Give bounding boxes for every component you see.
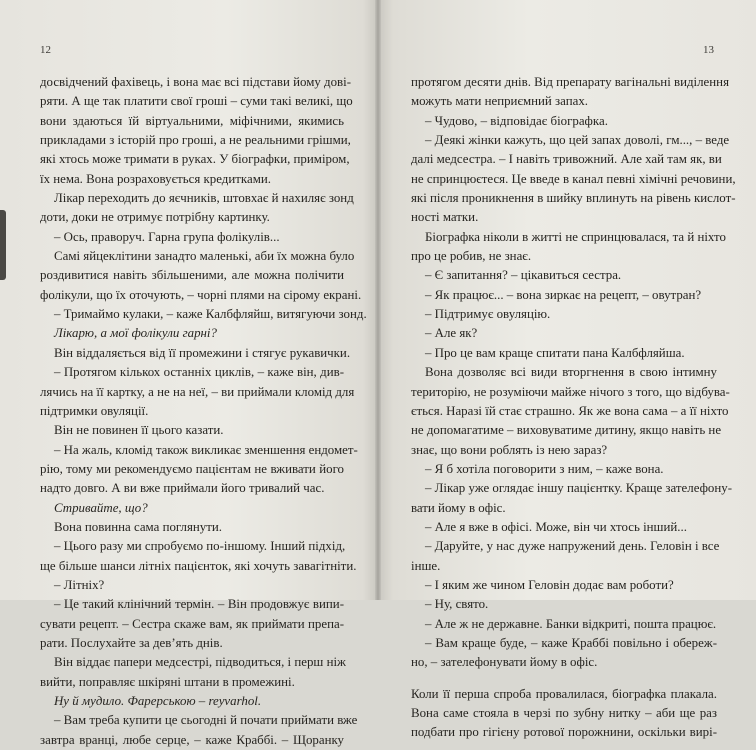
- text-line: – Але я вже в офісі. Може, він чи хтось інший...: [425, 519, 687, 534]
- text-line: – Але як?: [425, 326, 478, 341]
- text-line: прикладами з історій про гроші, а не реальними грішми,: [40, 133, 351, 148]
- text-line: Лікар переходить до яєчників, штовхає й нахиляє зонд: [54, 191, 354, 206]
- text-line: – Про це вам краще спитати пана Калбфляйша.: [425, 345, 685, 360]
- text-line: вати йому в офіс.: [411, 500, 506, 515]
- text-line: Самі яйцеклітини занадто маленькі, аби їх можна було: [54, 249, 355, 264]
- text-line: – І яким же чином Геловін додає вам роботи?: [425, 577, 674, 592]
- text-line: про це робив, не знає.: [411, 249, 532, 264]
- text-line: – Підтримує овуляцію.: [425, 307, 551, 322]
- text-line: Ну й мудило. Фарерською – reyvarhol.: [54, 694, 262, 708]
- text-line: вони здаються їй віртуальними, міфічними, якимись: [40, 113, 344, 128]
- text-line: Вона повинна сама поглянути.: [54, 519, 223, 534]
- text-line: Вона дозволяє всі види вторгнення в свою інтимну: [425, 365, 717, 380]
- text-line: не спринцюєтеся. Це введе в канал певні хімічні речовини,: [411, 171, 736, 186]
- text-line: вийти, поправляє шкіряні штани в промежині.: [40, 674, 295, 689]
- text-line: – Вам краще буде, – каже Краббі повільно і обереж-: [425, 635, 717, 650]
- text-line: рію, тому ми рекомендуємо пацієнтам не вживати його: [40, 461, 344, 476]
- text-line: Він віддає папери медсестрі, підводиться, і перш ніж: [54, 655, 346, 670]
- text-line: далі медсестра. – І навіть тривожний. Але хай там як, ви: [411, 152, 722, 167]
- text-line: – Є запитання? – цікавиться сестра.: [425, 268, 622, 283]
- text-line: – Ось, праворуч. Гарна група фолікулів...: [54, 229, 280, 244]
- text-line: які після проникнення в шийку вплинуть на рівень кислот-: [411, 191, 736, 206]
- text-line: – На жаль, кломід також викликає зменшення ендомет-: [54, 442, 358, 457]
- section-break: [411, 673, 717, 685]
- text-line: не допомагатиме – виховуватиме дитину, якщо навіть не: [411, 423, 722, 438]
- text-line: Біографка ніколи в житті не спринцювалася, та й ніхто: [425, 229, 726, 244]
- text-line: – Літніх?: [54, 577, 105, 592]
- text-line: но, – зателефонувати йому в офіс.: [411, 655, 598, 670]
- text-line: Лікарю, а мої фолікули гарні?: [54, 326, 217, 341]
- text-line: Він не повинен її цього казати.: [54, 423, 224, 438]
- book-gutter: [375, 0, 381, 600]
- page-edge-marker: [0, 210, 6, 280]
- text-line: – Протягом кількох останніх циклів, – каже він, див-: [54, 365, 344, 380]
- text-line: – Тримаймо кулаки, – каже Калбфляйш, витягуючи зонд.: [54, 307, 367, 322]
- text-line: лячись на її картку, а не на неї, – ви приймали кломід для: [40, 384, 355, 399]
- text-line: – Чудово, – відповідає біографка.: [425, 113, 608, 128]
- text-line: рати. Послухайте за дев’ять днів.: [40, 635, 223, 650]
- text-line: – Лікар уже оглядає іншу пацієнтку. Краще зателефону-: [425, 481, 733, 496]
- left-page: [0, 0, 378, 747]
- text-line: – Вам треба купити це сьогодні й почати приймати вже: [54, 713, 358, 728]
- text-line: ще більше шанси літніх пацієнток, які хочуть завагітніти.: [40, 558, 357, 573]
- text-line: ності матки.: [411, 210, 479, 225]
- text-line: інше.: [411, 558, 441, 573]
- text-line: які хтось може тримати в руках. У біографки, приміром,: [40, 152, 350, 167]
- left-page-text: [40, 73, 367, 750]
- text-line: можуть мати неприємний запах.: [411, 94, 588, 109]
- text-line: Коли її перша спроба провалилася, біографка плакала.: [411, 686, 717, 701]
- text-line: доти, доки не отримує потрібну картинку.: [40, 210, 270, 225]
- text-line: – Ну, свято.: [425, 597, 489, 612]
- text-line: сувати рецепт. – Сестра скаже вам, як приймати препа-: [40, 616, 344, 631]
- text-line: – Це такий клінічний термін. – Він продовжує випи-: [54, 597, 344, 612]
- text-line: – Даруйте, у нас дуже напружений день. Геловін і все: [425, 539, 720, 554]
- right-page-text: [411, 73, 736, 743]
- text-line: їх нема. Вона розраховується кредитками.: [40, 171, 271, 186]
- text-line: надто довго. А ви вже приймали його тривалий час.: [40, 481, 325, 496]
- text-line: ряти. А ще так платити свої гроші – суми такі великі, що: [40, 94, 353, 109]
- text-line: – Я б хотіла поговорити з ним, – каже вона.: [425, 461, 664, 476]
- text-line: протягом десяти днів. Від препарату вагінальні виділення: [411, 75, 730, 89]
- text-line: завтра вранці, любе серце, – каже Краббі. – Щоранку: [40, 732, 344, 747]
- text-line: підтримки овуляції.: [40, 403, 149, 418]
- text-line: – Як працює... – вона зиркає на рецепт, – овутран?: [425, 287, 702, 302]
- text-line: Він віддаляється від її промежини і стягує рукавички.: [54, 345, 351, 360]
- text-line: Стривайте, що?: [54, 500, 148, 515]
- text-line: досвідчений фахівець, і вона має всі підстави йому дові-: [40, 75, 351, 89]
- right-page: [378, 0, 756, 740]
- text-line: подбати про гігієну ротової порожнини, оскільки вирі-: [411, 725, 717, 740]
- text-line: – Але ж не державне. Банки відкриті, пошта працює.: [425, 616, 717, 631]
- text-line: знає, що вони роблять із нею зараз?: [411, 442, 608, 457]
- text-line: – Цього разу ми спробуємо по-іншому. Інший підхід,: [54, 539, 346, 554]
- text-line: роздивитися навіть збільшеними, але можна полічити: [40, 268, 344, 283]
- left-page-number: 12: [40, 44, 51, 56]
- text-line: ється. Наразі їй стає страшно. Як же вона сама – а її ніхто: [411, 403, 729, 418]
- text-line: – Деякі жінки кажуть, що цей запах доволі, гм..., – веде: [425, 133, 730, 148]
- text-line: Вона саме стояла в черзі по зубну нитку – аби ще раз: [411, 706, 717, 720]
- text-line: фолікули, що їх оточують, – чорні плями на сірому екрані.: [40, 287, 362, 302]
- text-line: територію, не розуміючи майже нічого з того, що відбува-: [411, 384, 730, 399]
- right-page-number: 13: [703, 44, 714, 56]
